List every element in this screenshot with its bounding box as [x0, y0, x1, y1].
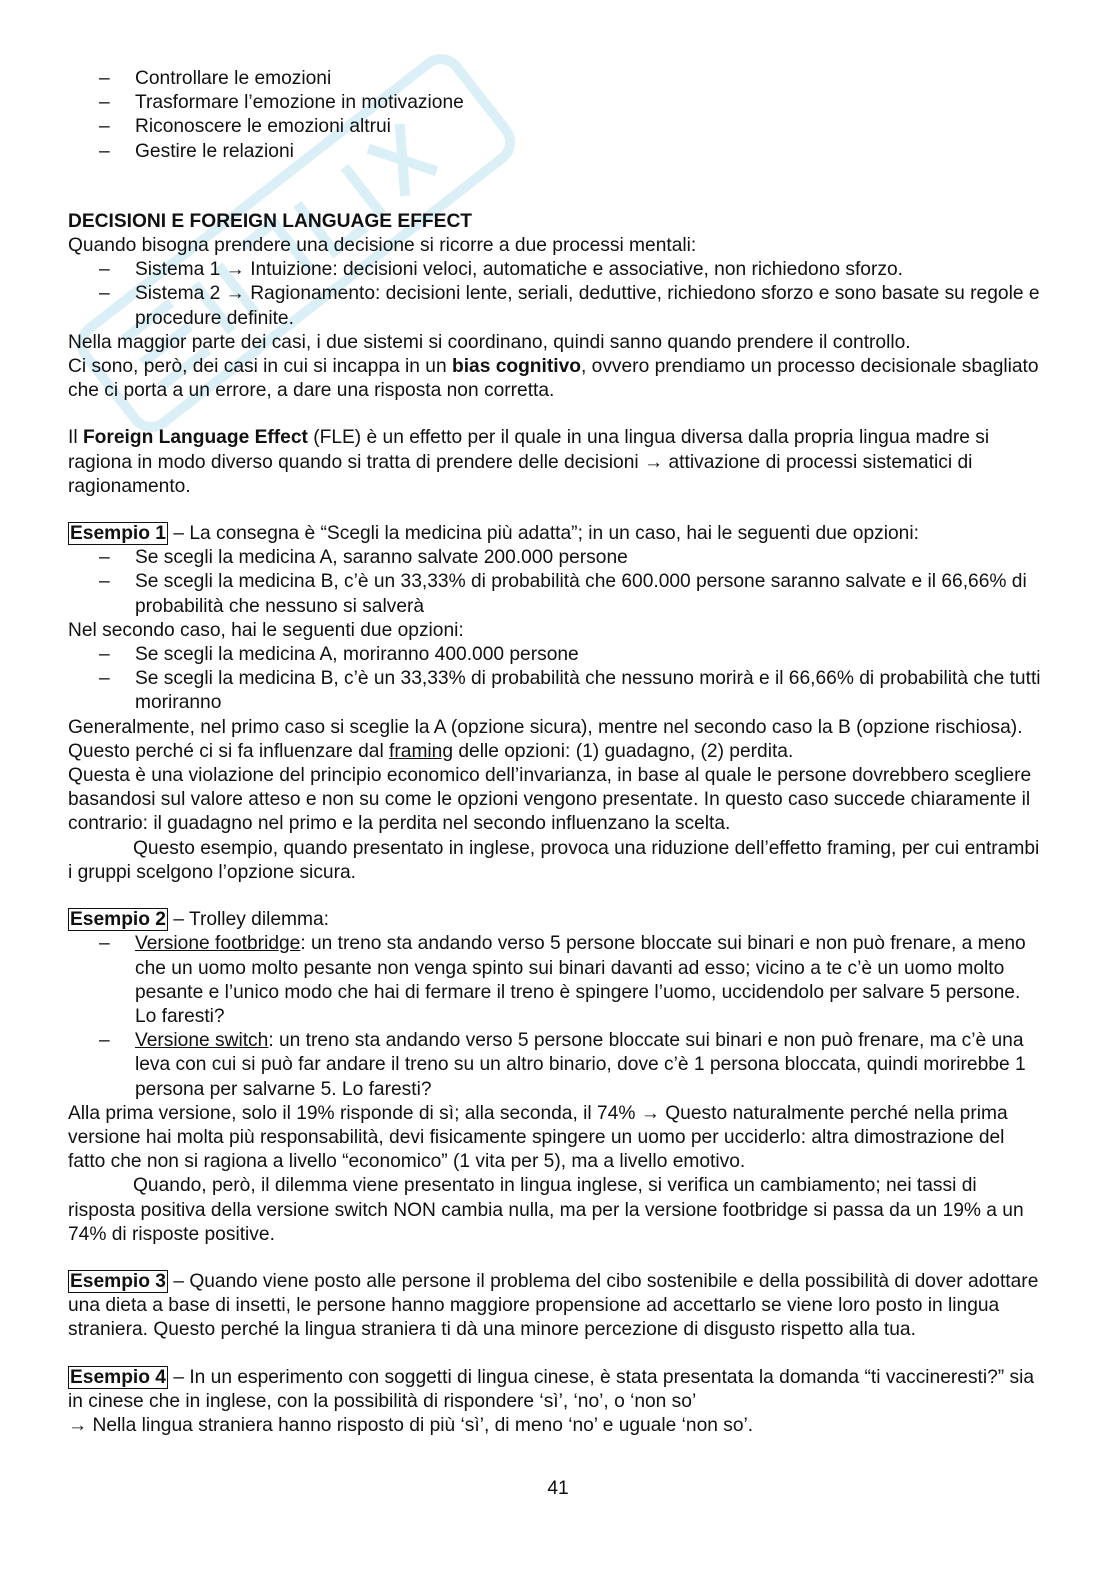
document-body	[68, 67, 1043, 1438]
example-label: Esempio 2	[70, 909, 166, 931]
text: : un treno sta andando verso 5 persone bloccate sui binari e non può frenare, a meno che un uomo molto pesante non venga spinto sui binari davanti ad esso; vicino a te c’è un uomo molto pesante e l’unico modo che hai di fermare il treno è spingere l’uomo, uccidendolo per salvare 5 persone. Lo faresti?	[135, 933, 1026, 1027]
paragraph	[68, 1102, 1043, 1175]
versions-list	[68, 932, 1043, 1101]
underlined-term: framing	[389, 740, 454, 762]
list-item	[68, 282, 1043, 330]
list-item: – Riconoscere le emozioni altrui	[68, 115, 1043, 139]
paragraph: Nella maggior parte dei casi, i due sistemi si coordinano, quindi sanno quando prendere il controllo.	[68, 331, 911, 353]
underlined-term: Versione footbridge	[135, 933, 301, 955]
arrow-icon: →	[640, 1102, 660, 1124]
page-number: 41	[547, 1478, 569, 1499]
example-label: Esempio 3	[70, 1270, 166, 1292]
bold-term: bias cognitivo	[451, 356, 581, 378]
underlined-term: Versione switch	[135, 1030, 269, 1052]
text: Alla prima versione, solo il 19% risponde di sì; alla seconda, il 74%	[68, 1102, 641, 1124]
arrow-icon: →	[225, 259, 245, 281]
list-item: – Se scegli la medicina B, c’è un 33,33% di probabilità che 600.000 persone saranno salvate e il 66,66% di probabilità che nessuno si salverà	[68, 570, 1043, 618]
text: Questo naturalmente perché nella prima versione hai molta più responsabilità, devi fisicamente spingere un uomo per ucciderlo: altra dimostrazione del fatto che non si ragiona a livello “economico” (1 vita per 5), ma a livello emotivo.	[68, 1102, 1008, 1173]
bold-term: Foreign Language Effect	[82, 427, 308, 449]
system-label: Sistema 2	[135, 283, 221, 305]
paragraph	[68, 1414, 1043, 1438]
text: , ovvero prendiamo un processo decisionale sbagliato che ci porta a un errore, a dare una risposta non corretta.	[68, 356, 1039, 402]
text: delle opzioni: (1) guadagno, (2) perdita.	[453, 740, 794, 762]
list-item: – Se scegli la medicina B, c’è un 33,33% di probabilità che nessuno morirà e il 66,66% di probabilità che tutti moriranno	[68, 667, 1043, 715]
text: – La consegna è “Scegli la medicina più adatta”; in un caso, hai le seguenti due opzioni:	[167, 523, 919, 545]
text: attivazione di processi sistematici di ragionamento.	[68, 451, 973, 497]
example-2	[68, 908, 1043, 932]
paragraph: Questa è una violazione del principio economico dell’invarianza, in base al quale le persone dovrebbero scegliere basandosi sul valore atteso e non su come le opzioni vengono presentate. In questo caso succede chiaramente il contrario: il guadagno nel primo e la perdita nel secondo influenzano la scelta.	[68, 765, 1032, 835]
list-item: – Gestire le relazioni	[68, 140, 1043, 164]
list-item: – Trasformare l’emozione in motivazione	[68, 91, 1043, 115]
list-item	[68, 932, 1043, 1029]
example-label: Esempio 4	[70, 1366, 166, 1388]
text: – Quando viene posto alle persone il problema del cibo sostenibile e della possibilità di dover adottare una dieta a base di insetti, le persone hanno maggiore propensione ad accettarlo se viene loro posto in lingua straniera. Questo perché la lingua straniera ti dà una minore percezione di disgusto rispetto alla tua.	[68, 1270, 1039, 1341]
list-item: – Se scegli la medicina A, moriranno 400.000 persone	[68, 643, 1043, 667]
example-3	[68, 1270, 1043, 1343]
example-4	[68, 1366, 1043, 1414]
system-text: Ragionamento: decisioni lente, seriali, deduttive, richiedono sforzo e sono basate su regole e procedure definite.	[135, 283, 1040, 329]
paragraph: Questo esempio, quando presentato in inglese, provoca una riduzione dell’effetto framing, per cui entrambi i gruppi scelgono l’opzione sicura.	[68, 837, 1040, 883]
options-list	[68, 643, 1043, 716]
paragraph: Nel secondo caso, hai le seguenti due opzioni:	[68, 619, 464, 641]
list-item	[68, 258, 1043, 282]
paragraph	[68, 355, 1043, 403]
section-heading: DECISIONI E FOREIGN LANGUAGE EFFECT	[68, 210, 473, 232]
system-text: Intuizione: decisioni veloci, automatiche e associative, non richiedono sforzo.	[250, 259, 903, 281]
text: – In un esperimento con soggetti di lingua cinese, è stata presentata la domanda “ti vaccineresti?” sia in cinese che in inglese, con la possibilità di rispondere ‘sì’, ‘no’, o ‘non so’	[68, 1366, 1035, 1412]
system-label: Sistema 1	[135, 259, 221, 281]
text: : un treno sta andando verso 5 persone bloccate sui binari e non può frenare, ma c’è una leva con cui si può far andare il treno su un altro binario, dove c’è 1 persona bloccata, quindi morirebbe 1 persona per salvarne 5. Lo faresti?	[135, 1030, 1026, 1100]
text: (FLE) è un effetto per il quale in una lingua diversa dalla propria lingua madre si ragiona in modo diverso quando si tratta di prendere delle decisioni	[68, 427, 990, 473]
text: Il	[68, 427, 83, 449]
example-label: Esempio 1	[70, 523, 166, 545]
text: Ci sono, però, dei casi in cui si incappa in un	[68, 356, 452, 378]
intro-paragraph: Quando bisogna prendere una decisione si ricorre a due processi mentali:	[68, 235, 697, 257]
paragraph	[68, 716, 1043, 764]
text: – Trolley dilemma:	[167, 909, 329, 931]
emotion-skills-list	[68, 67, 1043, 164]
arrow-icon: →	[643, 451, 664, 473]
arrow-icon: →	[68, 1414, 88, 1436]
paragraph: Quando, però, il dilemma viene presentato in lingua inglese, si verifica un cambiamento; nei tassi di risposta positiva della versione switch NON cambia nulla, ma per la versione footbridge si passa da un 19% a un 74% di risposte positive.	[68, 1175, 1024, 1245]
list-item: – Controllare le emozioni	[68, 67, 1043, 91]
arrow-icon: →	[225, 283, 245, 305]
list-item: – Se scegli la medicina A, saranno salvate 200.000 persone	[68, 546, 1043, 570]
example-1	[68, 522, 1043, 546]
options-list	[68, 546, 1043, 619]
text: Generalmente, nel primo caso si sceglie la A (opzione sicura), mentre nel secondo caso la B (opzione rischiosa). Questo perché ci si fa influenzare dal	[68, 716, 1023, 762]
text: Nella lingua straniera hanno risposto di più ‘sì’, di meno ‘no’ e uguale ‘non so’.	[87, 1414, 754, 1436]
list-item	[68, 1029, 1043, 1102]
systems-list	[68, 258, 1043, 331]
paragraph	[68, 426, 1043, 499]
